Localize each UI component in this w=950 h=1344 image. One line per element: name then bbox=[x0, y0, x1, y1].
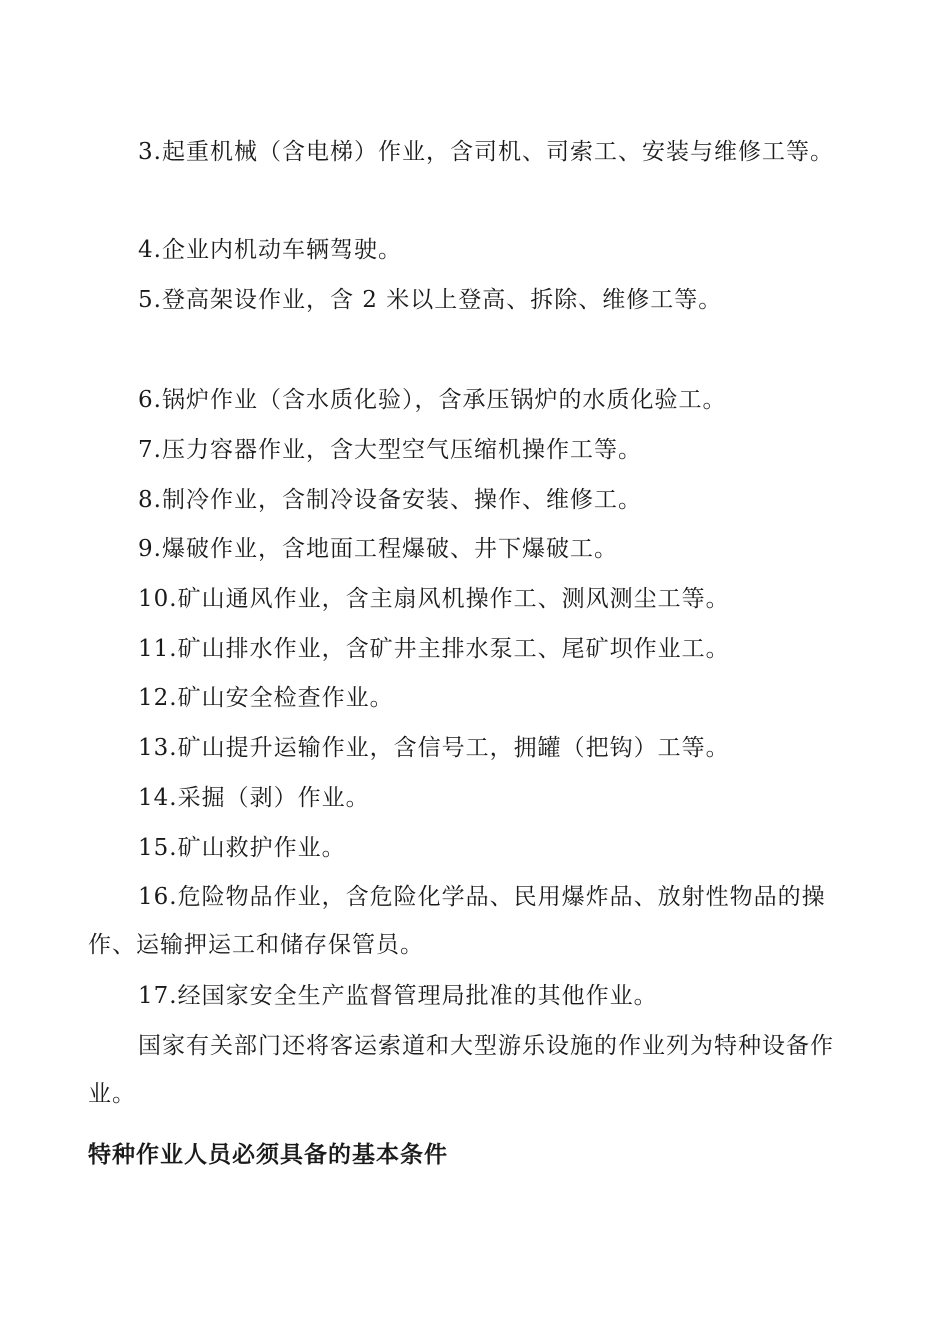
section-heading: 特种作业人员必须具备的基本条件 bbox=[88, 1142, 448, 1168]
list-item: 5.登高架设作业，含 2 米以上登高、拆除、维修工等。 bbox=[138, 287, 723, 313]
list-item: 17.经国家安全生产监督管理局批准的其他作业。 bbox=[138, 983, 658, 1009]
list-item: 6.锅炉作业（含水质化验），含承压锅炉的水质化验工。 bbox=[138, 387, 727, 413]
closing-paragraph: 国家有关部门还将客运索道和大型游乐设施的作业列为特种设备作业。 bbox=[88, 1033, 834, 1107]
list-item: 13.矿山提升运输作业，含信号工，拥罐（把钩）工等。 bbox=[138, 735, 730, 761]
list-item: 14.采掘（剥）作业。 bbox=[138, 785, 370, 811]
list-item: 3.起重机械（含电梯）作业，含司机、司索工、安装与维修工等。 bbox=[138, 139, 834, 165]
list-item: 15.矿山救护作业。 bbox=[138, 835, 346, 861]
list-item: 9.爆破作业，含地面工程爆破、井下爆破工。 bbox=[138, 536, 618, 562]
list-item: 11.矿山排水作业，含矿井主排水泵工、尾矿坝作业工。 bbox=[138, 636, 730, 662]
list-item: 7.压力容器作业，含大型空气压缩机操作工等。 bbox=[138, 437, 642, 463]
list-item: 16.危险物品作业，含危险化学品、民用爆炸品、放射性物品的操作、运输押运工和储存保管员。 bbox=[88, 884, 826, 958]
list-item: 4.企业内机动车辆驾驶。 bbox=[138, 237, 402, 263]
list-item: 10.矿山通风作业，含主扇风机操作工、测风测尘工等。 bbox=[138, 586, 730, 612]
list-item: 12.矿山安全检查作业。 bbox=[138, 685, 394, 711]
list-item: 8.制冷作业，含制冷设备安装、操作、维修工。 bbox=[138, 487, 642, 513]
